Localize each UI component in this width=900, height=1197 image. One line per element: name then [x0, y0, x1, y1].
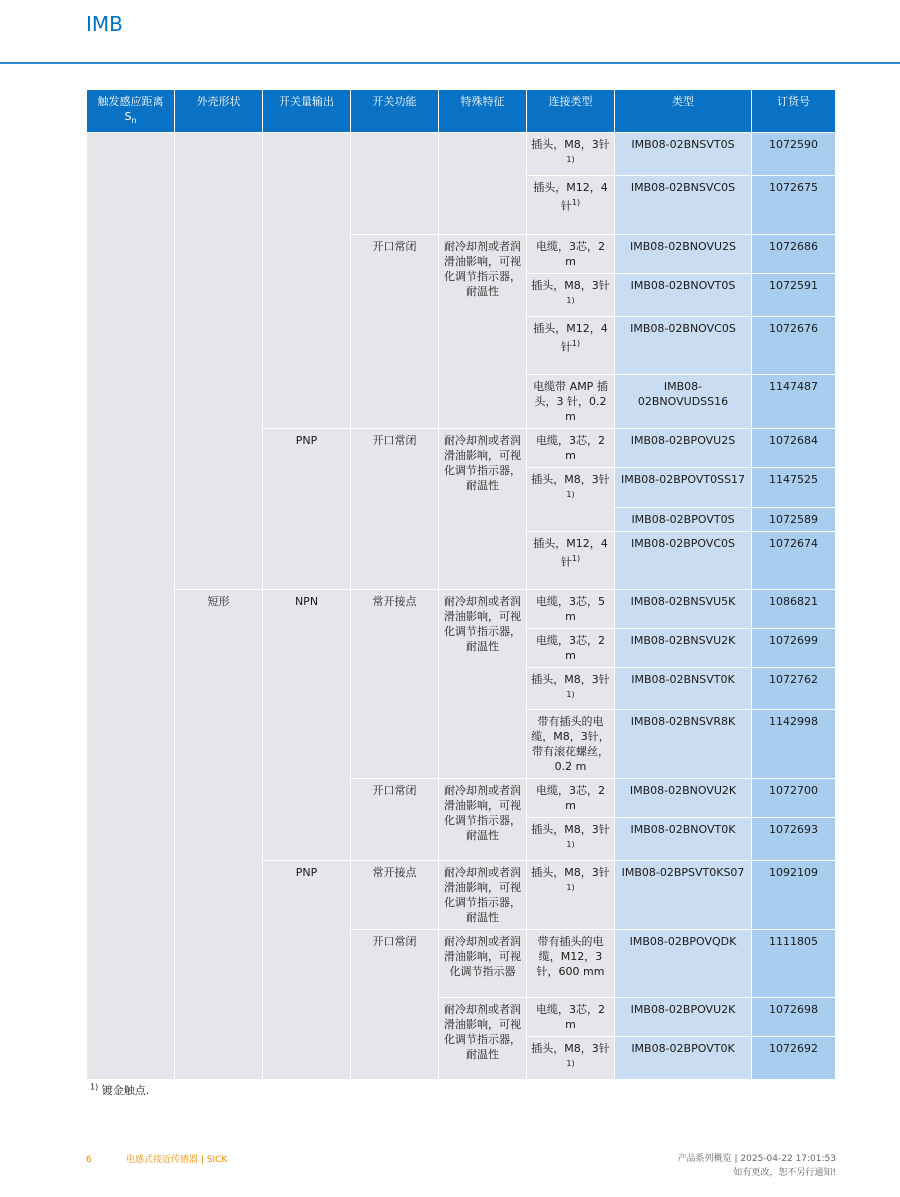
order-cell: 1147487 — [752, 374, 836, 428]
order-cell: 1072700 — [752, 779, 836, 818]
type-cell: IMB08-02BNSVR8K — [615, 710, 752, 779]
type-cell: IMB08-02BNOVUDSS16 — [615, 374, 752, 428]
footnote: $^{1)}$ 镀金触点. — [90, 1082, 150, 1097]
connection-cell: 插头，M12，4针$^{1)}$ — [527, 316, 615, 374]
output-cell — [263, 133, 351, 428]
connection-cell: 插头，M8，3针$^{1)}$ — [527, 1036, 615, 1079]
footer-disclaimer: 如有更改，恕不另行通知! — [733, 1168, 836, 1178]
order-cell: 1086821 — [752, 589, 836, 628]
function-cell: 常开接点 — [351, 589, 439, 779]
order-cell: 1072686 — [752, 234, 836, 273]
connection-cell: 插头，M8，3针$^{1)}$ — [527, 133, 615, 176]
order-cell: 1072762 — [752, 667, 836, 710]
order-cell: 1072676 — [752, 316, 836, 374]
function-cell: 开口常闭 — [351, 234, 439, 428]
connection-cell: 插头，M8，3针$^{1)}$ — [527, 667, 615, 710]
feature-cell: 耐冷却剂或者润滑油影响，可视化调节指示器，耐温性 — [439, 589, 527, 779]
product-table — [86, 89, 836, 1080]
feature-cell: 耐冷却剂或者润滑油影响，可视化调节指示器，耐温性 — [439, 234, 527, 428]
output-cell: PNP — [263, 428, 351, 589]
connection-cell: 电缆带 AMP 插头，3 针，0.2 m — [527, 374, 615, 428]
housing-cell: 短形 — [175, 589, 263, 1079]
col-header-housing: 外壳形状 — [175, 90, 263, 133]
order-cell: 1092109 — [752, 860, 836, 929]
feature-cell: 耐冷却剂或者润滑油影响，可视化调节指示器，耐温性 — [439, 860, 527, 929]
type-cell: IMB08-02BNOVC0S — [615, 316, 752, 374]
table-header-row — [87, 90, 836, 133]
order-cell: 1072674 — [752, 531, 836, 589]
connection-cell: 电缆，3芯，2 m — [527, 428, 615, 467]
order-cell: 1072698 — [752, 997, 836, 1036]
type-cell: IMB08-02BNSVT0K — [615, 667, 752, 710]
function-cell: 开口常闭 — [351, 929, 439, 1079]
type-cell: IMB08-02BNSVU5K — [615, 589, 752, 628]
product-table-wrapper — [86, 89, 835, 1080]
function-cell: 开口常闭 — [351, 779, 439, 861]
order-cell: 1072693 — [752, 818, 836, 861]
type-cell: IMB08-02BNOVT0K — [615, 818, 752, 861]
feature-cell: 耐冷却剂或者润滑油影响，可视化调节指示器，耐温性 — [439, 997, 527, 1079]
footer-right — [678, 1152, 836, 1180]
type-cell: IMB08-02BPOVC0S — [615, 531, 752, 589]
feature-cell — [439, 133, 527, 235]
connection-cell: 插头，M12，4针$^{1)}$ — [527, 175, 615, 234]
type-cell: IMB08-02BPOVT0SS17 — [615, 467, 752, 507]
order-cell: 1072692 — [752, 1036, 836, 1079]
output-cell: PNP — [263, 860, 351, 1079]
feature-cell: 耐冷却剂或者润滑油影响，可视化调节指示器，耐温性 — [439, 779, 527, 861]
type-cell: IMB08-02BNSVU2K — [615, 628, 752, 667]
order-cell: 1111805 — [752, 929, 836, 997]
feature-cell: 耐冷却剂或者润滑油影响，可视化调节指示器 — [439, 929, 527, 997]
type-cell: IMB08-02BNOVT0S — [615, 273, 752, 316]
connection-cell: 插头，M12，4针$^{1)}$ — [527, 531, 615, 589]
order-cell: 1072589 — [752, 507, 836, 531]
type-cell: IMB08-02BPOVU2K — [615, 997, 752, 1036]
connection-cell: 带有插头的电缆，M8，3针，带有滚花螺丝，0.2 m — [527, 710, 615, 779]
order-cell: 1142998 — [752, 710, 836, 779]
col-header-function: 开关功能 — [351, 90, 439, 133]
connection-cell: 插头，M8，3针$^{1)}$ — [527, 273, 615, 316]
type-cell: IMB08-02BNOVU2S — [615, 234, 752, 273]
type-cell: IMB08-02BPOVQDK — [615, 929, 752, 997]
order-cell: 1072684 — [752, 428, 836, 467]
connection-cell: 带有插头的电缆，M12，3针，600 mm — [527, 929, 615, 997]
type-cell: IMB08-02BNSVC0S — [615, 175, 752, 234]
col-header-connection: 连接类型 — [527, 90, 615, 133]
function-cell: 开口常闭 — [351, 428, 439, 589]
type-cell: IMB08-02BNOVU2K — [615, 779, 752, 818]
order-cell: 1072591 — [752, 273, 836, 316]
footer-left — [86, 1152, 227, 1165]
connection-cell: 电缆，3芯，2 m — [527, 779, 615, 818]
type-cell: IMB08-02BNSVT0S — [615, 133, 752, 176]
page-number: 6 — [86, 1155, 92, 1165]
output-cell: NPN — [263, 589, 351, 860]
col-header-distance: 触发感应距离 $S_n$ — [87, 90, 175, 133]
col-header-type: 类型 — [615, 90, 752, 133]
type-cell: IMB08-02BPOVU2S — [615, 428, 752, 467]
order-cell: 1072699 — [752, 628, 836, 667]
function-cell: 常开接点 — [351, 860, 439, 929]
type-cell: IMB08-02BPOVT0S — [615, 507, 752, 531]
col-header-feature: 特殊特征 — [439, 90, 527, 133]
type-cell: IMB08-02BPOVT0K — [615, 1036, 752, 1079]
connection-cell: 电缆，3芯，5 m — [527, 589, 615, 628]
page-title: IMB — [86, 12, 123, 36]
order-cell: 1072590 — [752, 133, 836, 176]
connection-cell: 电缆，3芯，2 m — [527, 628, 615, 667]
function-cell — [351, 133, 439, 235]
table-row — [87, 133, 836, 176]
header-rule — [0, 62, 900, 64]
housing-cell — [175, 133, 263, 589]
type-cell: IMB08-02BPSVT0KS07 — [615, 860, 752, 929]
feature-cell: 耐冷却剂或者润滑油影响，可视化调节指示器，耐温性 — [439, 428, 527, 589]
col-header-order: 订货号 — [752, 90, 836, 133]
footer-timestamp: 产品系列概览 | 2025-04-22 17:01:53 — [677, 1154, 836, 1164]
connection-cell: 插头，M8，3针$^{1)}$ — [527, 467, 615, 531]
order-cell: 1072675 — [752, 175, 836, 234]
distance-cell — [87, 133, 175, 1080]
connection-cell: 电缆，3芯，2 m — [527, 234, 615, 273]
connection-cell: 电缆，3芯，2 m — [527, 997, 615, 1036]
table-row — [87, 589, 836, 628]
footer-section: 电感式接近传感器 | SICK — [126, 1155, 228, 1165]
connection-cell: 插头，M8，3针$^{1)}$ — [527, 818, 615, 861]
col-header-output: 开关量输出 — [263, 90, 351, 133]
order-cell: 1147525 — [752, 467, 836, 507]
connection-cell: 插头，M8，3针$^{1)}$ — [527, 860, 615, 929]
